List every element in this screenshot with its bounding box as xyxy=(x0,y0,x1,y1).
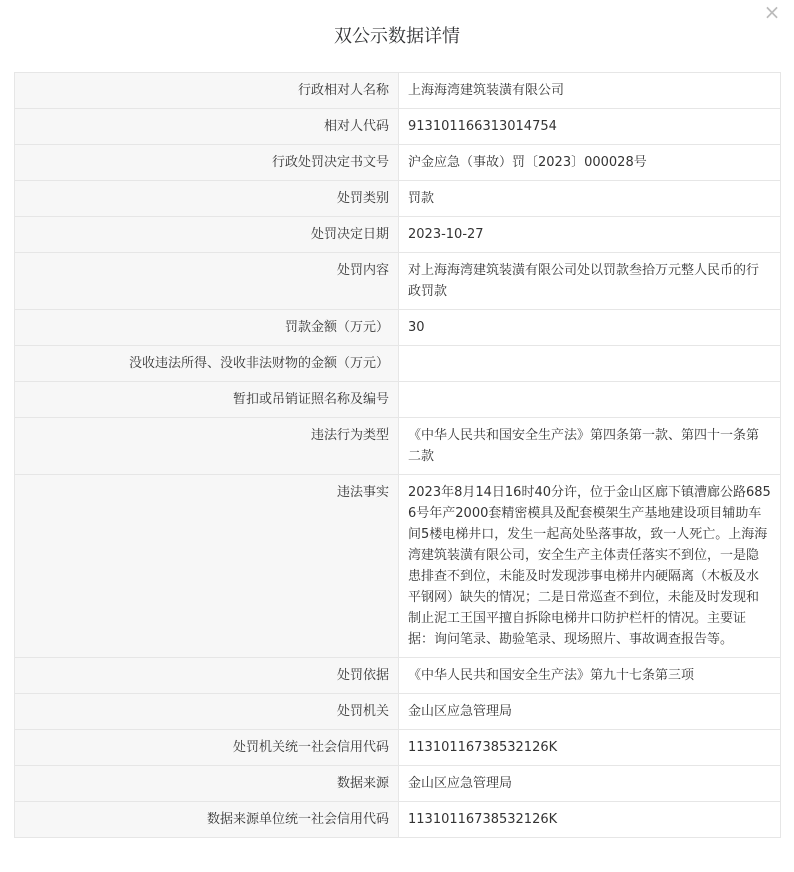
detail-table xyxy=(14,72,781,838)
row-value: 913101166313014754 xyxy=(399,109,781,145)
table-row xyxy=(15,310,781,346)
row-label: 罚款金额（万元） xyxy=(15,310,399,346)
table-row xyxy=(15,181,781,217)
row-label: 处罚决定日期 xyxy=(15,217,399,253)
row-label: 行政处罚决定书文号 xyxy=(15,145,399,181)
row-label: 相对人代码 xyxy=(15,109,399,145)
row-value: 《中华人民共和国安全生产法》第四条第一款、第四十一条第二款 xyxy=(399,418,781,475)
row-value: 金山区应急管理局 xyxy=(399,694,781,730)
table-row xyxy=(15,253,781,310)
row-value: 30 xyxy=(399,310,781,346)
row-value xyxy=(399,382,781,418)
table-row xyxy=(15,109,781,145)
table-row xyxy=(15,730,781,766)
table-row xyxy=(15,73,781,109)
table-row xyxy=(15,145,781,181)
row-value: 罚款 xyxy=(399,181,781,217)
table-row xyxy=(15,658,781,694)
row-label: 处罚机关统一社会信用代码 xyxy=(15,730,399,766)
table-row xyxy=(15,475,781,658)
row-label: 违法事实 xyxy=(15,475,399,658)
row-label: 数据来源 xyxy=(15,766,399,802)
row-label: 处罚内容 xyxy=(15,253,399,310)
row-value: 2023-10-27 xyxy=(399,217,781,253)
row-label: 处罚机关 xyxy=(15,694,399,730)
row-label: 处罚类别 xyxy=(15,181,399,217)
row-value: 《中华人民共和国安全生产法》第九十七条第三项 xyxy=(399,658,781,694)
row-value: 上海海湾建筑装潢有限公司 xyxy=(399,73,781,109)
table-row xyxy=(15,766,781,802)
row-value: 沪金应急（事故）罚〔2023〕000028号 xyxy=(399,145,781,181)
table-row xyxy=(15,694,781,730)
row-value xyxy=(399,346,781,382)
close-icon[interactable]: × xyxy=(763,0,781,24)
dialog-title: 双公示数据详情 xyxy=(334,26,460,47)
row-value: 11310116738532126K xyxy=(399,802,781,838)
row-label: 暂扣或吊销证照名称及编号 xyxy=(15,382,399,418)
table-row xyxy=(15,217,781,253)
row-label: 数据来源单位统一社会信用代码 xyxy=(15,802,399,838)
table-row xyxy=(15,346,781,382)
table-row xyxy=(15,382,781,418)
row-label: 违法行为类型 xyxy=(15,418,399,475)
row-value: 对上海海湾建筑装潢有限公司处以罚款叁拾万元整人民币的行政罚款 xyxy=(399,253,781,310)
row-value: 11310116738532126K xyxy=(399,730,781,766)
row-label: 行政相对人名称 xyxy=(15,73,399,109)
row-label: 没收违法所得、没收非法财物的金额（万元） xyxy=(15,346,399,382)
table-row xyxy=(15,802,781,838)
row-label: 处罚依据 xyxy=(15,658,399,694)
table-row xyxy=(15,418,781,475)
row-value: 2023年8月14日16时40分许，位于金山区廊下镇漕廊公路6856号年产2000套精密模具及配套模架生产基地建设项目辅助车间5楼电梯井口，发生一起高处坠落事故，致一人死亡。上海海湾建筑装潢有限公司，安全生产主体责任落实不到位，一是隐患排查不到位，未能及时发现涉事电梯井内硬隔离（木板及水平钢网）缺失的情况；二是日常巡查不到位，未能及时发现和制止泥工王国平擅自拆除电梯井口防护栏杆的情况。主要证据：询问笔录、勘验笔录、现场照片、事故调查报告等。 xyxy=(399,475,781,658)
row-value: 金山区应急管理局 xyxy=(399,766,781,802)
